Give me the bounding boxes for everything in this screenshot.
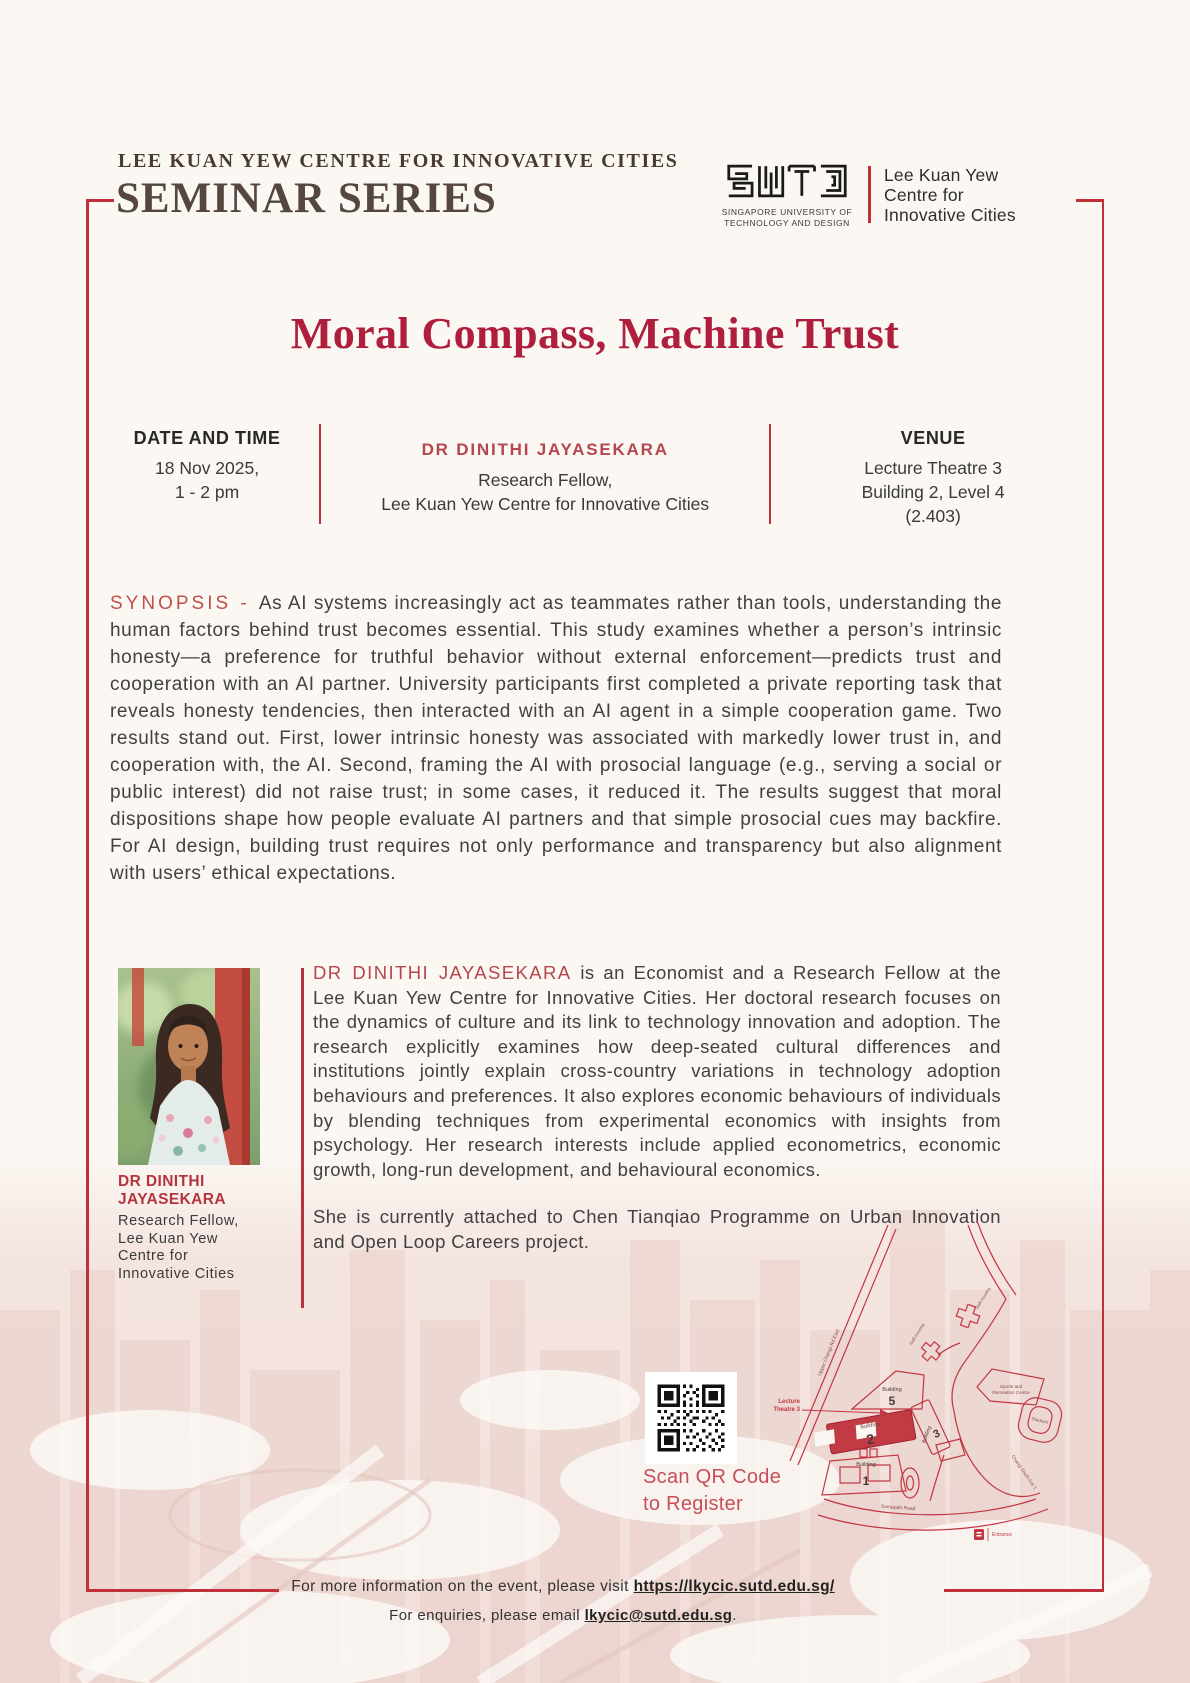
frame-top-left-tick [86,199,114,202]
map-legend-icon [974,1529,984,1540]
map-sports-label-1: Sports and [999,1384,1023,1389]
venue-label: VENUE [900,428,966,448]
caption-org-line1: Lee Kuan Yew [118,1230,218,1247]
map-somapah-road-label: Somapah Road [880,1503,916,1513]
map-building2-word: Building [859,1421,881,1431]
synopsis-text: As AI systems increasingly act as teammates rather than tools, understanding the human factors behind trust becomes essential. This study examines whether a person’s intrinsic honesty—a preference for truthful behavior without external enforcement—predicts trust and cooperation with an AI partner. University participants first completed a private reporting task that reveals honesty tendencies, then interacted with an AI agent in a simple cooperation game. Two results stand out. First, lower intrinsic honesty was associated with markedly lower trust in, and cooperation with, the AI. Second, framing the AI with prosocial language (e.g., serving a social or public interest) did not raise trust; in some cases, it reduced it. The results suggest that moral dispositions shape how people evaluate AI partners and that simple prosocial cues may backfire. For AI design, building trust requires not only performance and transparency but also alignment with users’ ethical expectations. [110,593,1002,884]
lkycic-line3: Innovative Cities [884,205,1016,225]
bio-speaker-name: DR DINITHI JAYASEKARA [313,962,572,983]
lkycic-line2: Centre for [884,185,964,205]
lkycic-line1: Lee Kuan Yew [884,165,999,185]
map-lecture-theatre-label-1: Lecture [778,1399,800,1405]
logo-block [720,163,1016,228]
synopsis-paragraph [110,590,1002,887]
map-building2-number: 2 [865,1430,876,1448]
date-time-label: DATE AND TIME [133,428,281,448]
centre-name-heading: LEE KUAN YEW CENTRE FOR INNOVATIVE CITIES [118,150,679,172]
speaker-photo [118,968,260,1165]
bio-text-2: She is currently attached to Chen Tianqiao Programme on Urban Innovation and Open Loop Careers project. [313,1206,1001,1252]
map-staff-housing-label-2: Staff Housing [907,1322,926,1347]
sutd-logo [720,163,854,228]
footer-enquiry-prefix: For enquiries, please email [389,1607,585,1624]
speaker-role: Research Fellow, [478,470,613,490]
logo-divider [868,166,871,223]
synopsis-label: SYNOPSIS [110,593,232,614]
seminar-series-heading: SEMINAR SERIES [116,175,497,222]
venue-line2: Building 2, Level 4 [861,482,1005,502]
bio-text: is an Economist and a Research Fellow at the Lee Kuan Yew Centre for Innovative Cities. Her doctoral research focuses on the dynamics of culture and its link to technology innovation and adoption. The research explicitly examines how deep-seated cultural differences and institutions jointly explain cross-country variations in technology adoption behaviours and preferences. It also explores economic behaviours of individuals by blending techniques from experimental economics with insights from psychology. Her research interests include applied econometrics, economic growth, long-run development, and behavioural economics. [313,962,1002,1180]
date-time-column [95,424,319,528]
sutd-logo-icon [720,163,854,199]
map-building3-number: 3 [931,1427,943,1442]
map-upper-changi-label: Upper Changi Rd East [816,1328,842,1377]
map-building5-word: Building [882,1387,902,1393]
speaker-organisation: Lee Kuan Yew Centre for Innovative Cities [381,494,710,514]
map-changi-south-label: Changi South Ave 1 [1010,1454,1038,1491]
synopsis-separator: - [231,593,259,614]
map-sports-label-2: Recreation Centre [992,1390,1030,1395]
map-staff-housing-label-1: Staff Housing [973,1286,992,1311]
bio-left-rule [301,968,304,1308]
scan-qr-line2: to Register [643,1493,744,1515]
event-info-row [95,424,1095,528]
footer [86,1577,1040,1626]
lkycic-wordmark [884,163,1016,225]
sutd-subtitle-line1: SINGAPORE UNIVERSITY OF [721,207,853,217]
sutd-subtitle-line2: TECHNOLOGY AND DESIGN [724,217,850,228]
frame-left-line [86,199,89,1591]
event-time: 1 - 2 pm [174,482,240,502]
map-building1-word: Building [856,1462,876,1468]
caption-org-line3: Innovative Cities [118,1265,235,1282]
footer-enquiry-line [86,1606,1040,1626]
speaker-column [321,424,769,528]
campus-map [768,1203,1100,1559]
venue-room: (2.403) [905,506,961,526]
caption-role: Research Fellow, [118,1213,239,1229]
map-building3-word: Building [921,1425,933,1445]
map-building1-number: 1 [862,1474,870,1488]
photo-caption [118,1173,278,1283]
scan-qr-line1: Scan QR Code [643,1466,782,1488]
caption-name-line1: DR DINITHI [118,1173,205,1190]
map-stadium-label: Stadium [1031,1416,1049,1425]
scan-qr-caption [643,1464,781,1518]
footer-website-link[interactable]: https://lkycic.sutd.edu.sg/ [633,1578,835,1595]
frame-right-line [1102,199,1105,1591]
venue-column [771,424,1095,528]
seminar-title: Moral Compass, Machine Trust [290,309,900,358]
map-building5-number: 5 [888,1394,896,1408]
footer-email-link[interactable]: lkycic@sutd.edu.sg [584,1607,733,1624]
event-date: 18 Nov 2025, [155,458,260,478]
caption-name-line2: JAYASEKARA [118,1191,226,1208]
footer-info-line [86,1577,1040,1597]
footer-enquiry-suffix: . [732,1607,737,1624]
speaker-name: DR DINITHI JAYASEKARA [421,440,669,459]
venue-line1: Lecture Theatre 3 [864,458,1003,478]
footer-info-prefix: For more information on the event, please visit [291,1578,634,1595]
map-lecture-theatre-label-2: Theatre 3 [773,1407,800,1413]
caption-org-line2: Centre for [118,1248,189,1264]
frame-top-right-tick [1076,199,1104,202]
map-legend-label: Entrance [992,1532,1013,1538]
registration-qr-code [645,1372,737,1464]
